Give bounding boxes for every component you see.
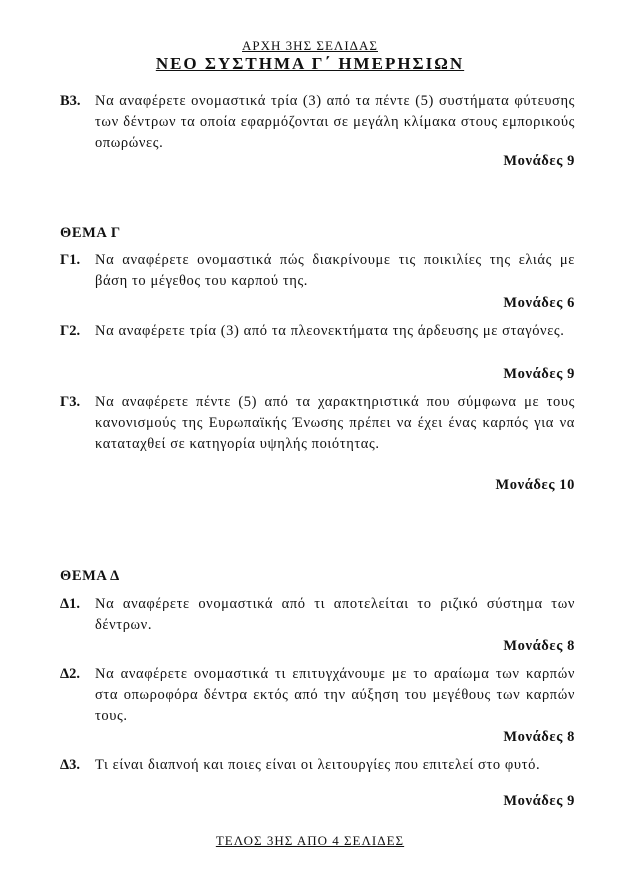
question-text: Να αναφέρετε ονομαστικά τι επιτυγχάνουμε με το αραίωμα των καρπών στα οπωροφόρα δέντρα εκτός από την αύξηση του μεγέθους των καρπών τους. <box>95 666 575 724</box>
question-d2 <box>60 664 575 727</box>
question-number: Δ2. <box>60 666 80 682</box>
page-start-header: ΑΡΧΗ 3ΗΣ ΣΕΛΙΔΑΣ <box>242 38 378 53</box>
question-number: Γ2. <box>60 323 81 339</box>
question-number: Δ1. <box>60 596 80 612</box>
page-end-footer: ΤΕΛΟΣ 3ΗΣ ΑΠΟ 4 ΣΕΛΙΔΕΣ <box>215 833 405 848</box>
question-d1 <box>60 594 575 636</box>
question-b3 <box>60 91 575 154</box>
section-heading-gamma: ΘΕΜΑ Γ <box>60 225 121 241</box>
question-text: Να αναφέρετε πέντε (5) από τα χαρακτηριστικά που σύμφωνα με τους κανονισμούς της Ευρωπαϊκής Ένωσης πρέπει να έχει ένας καρπός για να καταταχθεί σε κατηγορία υψηλής ποιότητας. <box>95 394 575 452</box>
section-heading-delta: ΘΕΜΑ Δ <box>60 568 120 584</box>
question-number: Β3. <box>60 93 81 109</box>
question-text: Να αναφέρετε τρία (3) από τα πλεονεκτήματα της άρδευσης με σταγόνες. <box>95 323 565 339</box>
points-g1: Μονάδες 6 <box>503 295 575 311</box>
points-g3: Μονάδες 10 <box>495 477 575 493</box>
question-number: Γ3. <box>60 394 81 410</box>
question-text: Να αναφέρετε ονομαστικά από τι αποτελείται το ριζικό σύστημα των δέντρων. <box>95 596 575 633</box>
question-number: Γ1. <box>60 252 81 268</box>
question-number: Δ3. <box>60 757 80 773</box>
question-g2 <box>60 321 575 342</box>
points-d2: Μονάδες 8 <box>503 729 575 745</box>
points-g2: Μονάδες 9 <box>503 366 575 382</box>
points-d3: Μονάδες 9 <box>503 793 575 809</box>
question-g3 <box>60 392 575 455</box>
question-text: Να αναφέρετε ονομαστικά πώς διακρίνουμε τις ποικιλίες της ελιάς με βάση το μέγεθος του καρπού της. <box>95 252 575 289</box>
question-g1 <box>60 250 575 292</box>
question-d3 <box>60 755 575 776</box>
points-b3: Μονάδες 9 <box>503 153 575 169</box>
system-title: ΝΕΟ ΣΥΣΤΗΜΑ Γ΄ ΗΜΕΡΗΣΙΩΝ <box>155 54 465 73</box>
points-d1: Μονάδες 8 <box>503 638 575 654</box>
question-text: Να αναφέρετε ονομαστικά τρία (3) από τα πέντε (5) συστήματα φύτευσης των δέντρων τα οποία εφαρμόζονται σε μεγάλη κλίμακα στους εμπορικούς οπωρώνες. <box>95 93 575 151</box>
question-text: Τι είναι διαπνοή και ποιες είναι οι λειτουργίες που επιτελεί στο φυτό. <box>95 757 541 773</box>
